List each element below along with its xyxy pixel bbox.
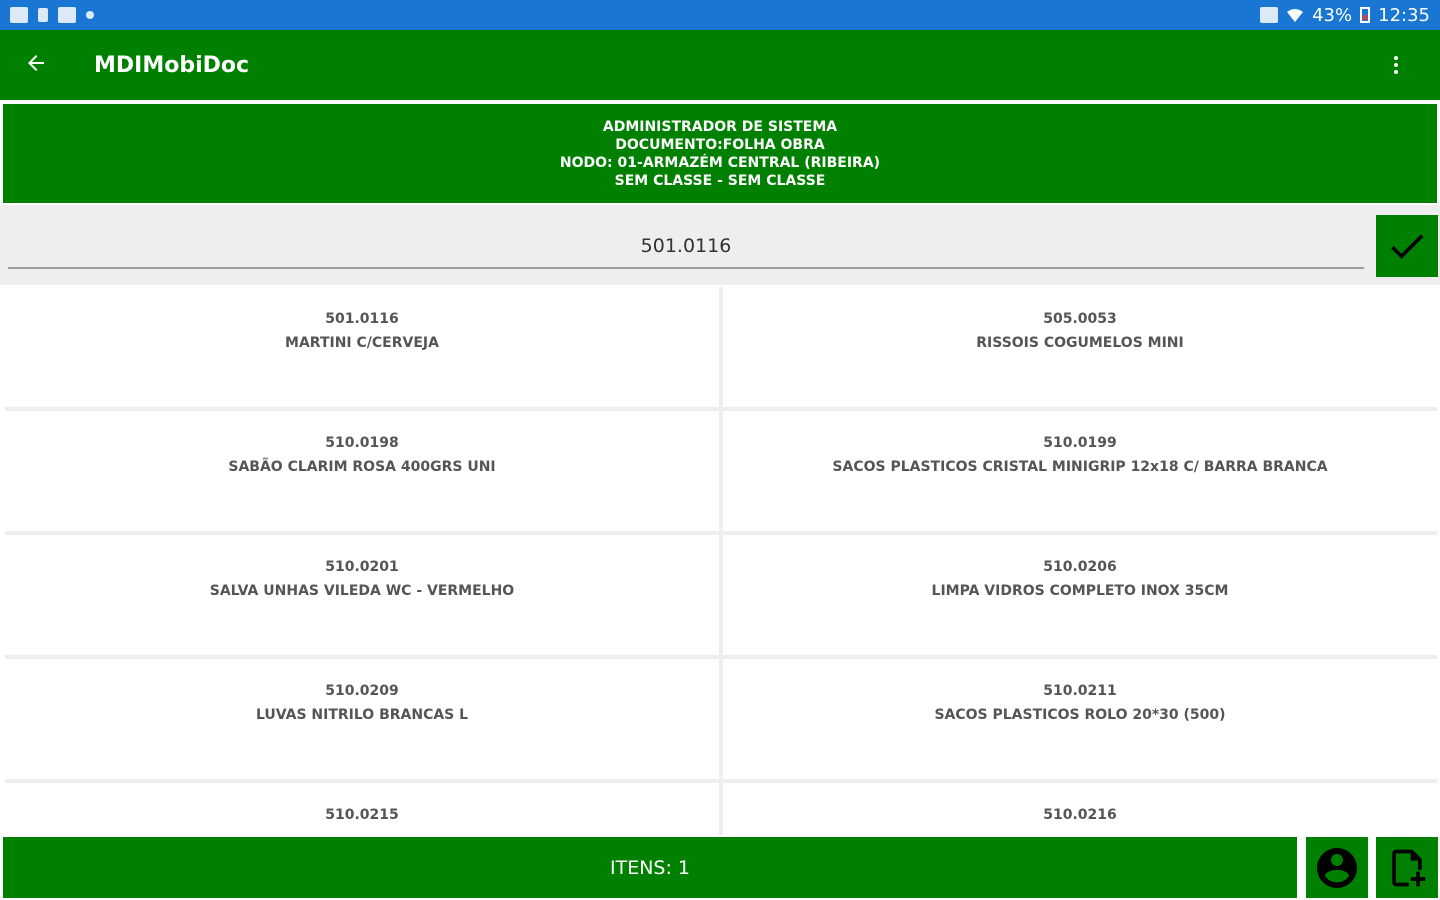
more-vert-icon: [1394, 56, 1398, 60]
product-name: SACOS PLASTICOS CRISTAL MINIGRIP 12x18 C/ BARRA BRANCA: [832, 459, 1328, 475]
product-card[interactable]: [723, 535, 1437, 655]
battery-icon: [1360, 7, 1370, 23]
wifi-icon: [1286, 7, 1304, 23]
product-code: 510.0209: [325, 683, 399, 699]
product-card[interactable]: [5, 783, 719, 835]
confirm-button[interactable]: [1376, 215, 1438, 277]
product-name: SACOS PLASTICOS ROLO 20*30 (500): [934, 707, 1226, 723]
account-circle-icon: [1313, 844, 1361, 892]
product-code: 510.0216: [1043, 807, 1117, 823]
arrow-left-icon: [24, 51, 48, 75]
product-name: LIMPA VIDROS COMPLETO INOX 35CM: [931, 583, 1229, 599]
image-icon: [58, 7, 76, 23]
product-card[interactable]: [723, 287, 1437, 407]
status-bar: [0, 0, 1440, 30]
info-class: SEM CLASSE - SEM CLASSE: [614, 172, 826, 189]
product-code: 510.0201: [325, 559, 399, 575]
notification-dot-icon: [86, 11, 94, 19]
product-card[interactable]: [5, 411, 719, 531]
new-document-button[interactable]: [1376, 837, 1438, 898]
info-document: DOCUMENTO:FOLHA OBRA: [615, 136, 825, 153]
info-user: ADMINISTRADOR DE SISTEMA: [602, 118, 838, 135]
product-name: SALVA UNHAS VILEDA WC - VERMELHO: [209, 583, 515, 599]
product-card[interactable]: [5, 535, 719, 655]
product-grid: [5, 287, 1437, 835]
product-code: 510.0198: [325, 435, 399, 451]
search-area: [0, 205, 1440, 285]
product-card[interactable]: [5, 659, 719, 779]
items-count-bar[interactable]: [3, 837, 1297, 898]
product-code: 501.0116: [325, 311, 399, 327]
sim-icon: [38, 8, 48, 22]
product-card[interactable]: [723, 783, 1437, 835]
product-code: 510.0206: [1043, 559, 1117, 575]
product-code: 505.0053: [1043, 311, 1117, 327]
product-code: 510.0215: [325, 807, 399, 823]
gallery-icon: [10, 7, 28, 23]
app-bar: [0, 30, 1440, 100]
document-info: [3, 104, 1437, 203]
product-card[interactable]: [5, 287, 719, 407]
product-name: RISSOIS COGUMELOS MINI: [976, 335, 1184, 351]
product-name: SABÃO CLARIM ROSA 400GRS UNI: [228, 459, 496, 475]
add-document-icon: [1385, 846, 1429, 890]
user-button[interactable]: [1306, 837, 1368, 898]
more-vert-dot: [1394, 70, 1398, 74]
product-name: MARTINI C/CERVEJA: [285, 335, 439, 351]
back-button[interactable]: [24, 49, 84, 82]
nfc-icon: [1260, 7, 1278, 23]
notification-icons: [10, 7, 94, 23]
product-code-input[interactable]: [8, 225, 1364, 269]
product-name: LUVAS NITRILO BRANCAS L: [255, 707, 469, 723]
items-count: ITENS: 1: [609, 856, 691, 879]
check-icon: [1385, 224, 1429, 268]
app-title: MDIMobiDoc: [94, 52, 250, 78]
info-node: NODO: 01-ARMAZÉM CENTRAL (RIBEIRA): [559, 154, 881, 171]
product-card[interactable]: [723, 659, 1437, 779]
system-icons: [1260, 5, 1430, 26]
footer: [0, 835, 1440, 900]
product-code: 510.0199: [1043, 435, 1117, 451]
more-vert-dot: [1394, 63, 1398, 67]
clock: 12:35: [1378, 4, 1430, 26]
overflow-menu-button[interactable]: [1376, 56, 1416, 74]
product-code: 510.0211: [1043, 683, 1117, 699]
product-card[interactable]: [723, 411, 1437, 531]
battery-percent: 43%: [1312, 4, 1353, 26]
